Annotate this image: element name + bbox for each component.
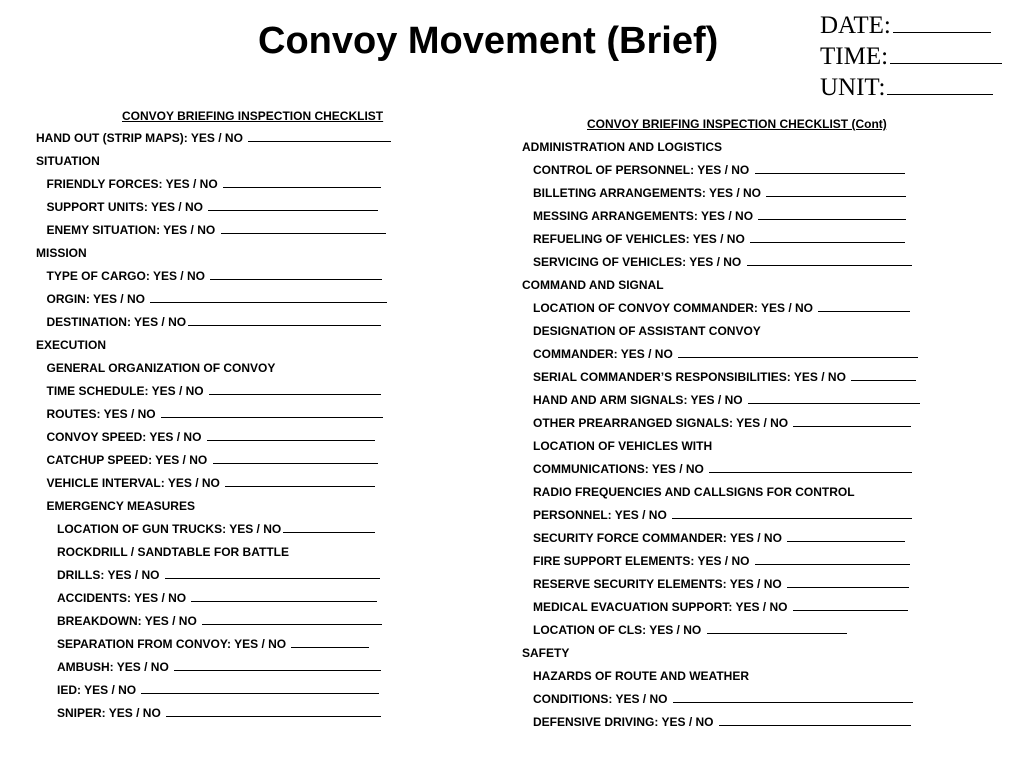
checklist-item-label: ROUTES: YES / NO <box>46 407 159 421</box>
checklist-item-label: GENERAL ORGANIZATION OF CONVOY <box>46 361 276 375</box>
answer-blank[interactable] <box>719 724 911 726</box>
checklist-item-label: REFUELING OF VEHICLES: YES / NO <box>533 232 749 246</box>
checklist-item-label: DESTINATION: YES / NO <box>46 315 187 329</box>
checklist-item-label: RADIO FREQUENCIES AND CALLSIGNS FOR CONTROL <box>533 485 855 499</box>
answer-blank[interactable] <box>141 692 379 694</box>
checklist-item-label: MISSION <box>36 246 87 260</box>
checklist-item-label: DRILLS: YES / NO <box>57 568 163 582</box>
checklist-item-label: CATCHUP SPEED: YES / NO <box>46 453 211 467</box>
checklist-item[interactable] <box>533 186 906 200</box>
answer-blank[interactable] <box>755 172 905 174</box>
answer-blank[interactable] <box>748 402 920 404</box>
checklist-item-label: FIRE SUPPORT ELEMENTS: YES / NO <box>533 554 753 568</box>
answer-blank[interactable] <box>166 715 381 717</box>
checklist-item[interactable] <box>533 370 916 384</box>
answer-blank[interactable] <box>150 301 387 303</box>
answer-blank[interactable] <box>787 586 909 588</box>
checklist-item[interactable] <box>36 131 391 145</box>
time-label: TIME: <box>820 43 889 70</box>
checklist-subheading <box>533 324 761 338</box>
unit-blank <box>887 93 993 95</box>
checklist-item[interactable] <box>47 453 378 467</box>
checklist-item-label: FRIENDLY FORCES: YES / NO <box>46 177 221 191</box>
checklist-item-label: SEPARATION FROM CONVOY: YES / NO <box>57 637 290 651</box>
checklist-item[interactable] <box>57 614 382 628</box>
answer-blank[interactable] <box>188 324 381 326</box>
answer-blank[interactable] <box>165 577 380 579</box>
checklist-item-label: IED: YES / NO <box>57 683 140 697</box>
checklist-heading: CONVOY BRIEFING INSPECTION CHECKLIST <box>122 109 384 123</box>
answer-blank[interactable] <box>213 462 378 464</box>
checklist-item[interactable] <box>57 660 381 674</box>
date-label: DATE: <box>820 12 891 39</box>
answer-blank[interactable] <box>283 531 375 533</box>
checklist-item-label: CONTROL OF PERSONNEL: YES / NO <box>533 163 753 177</box>
checklist-item[interactable] <box>533 301 910 315</box>
checklist-item-label: PERSONNEL: YES / NO <box>533 508 671 522</box>
checklist-item-label: SERIAL COMMANDER’S RESPONSIBILITIES: YES / NO <box>533 370 850 384</box>
checklist-item[interactable] <box>47 177 381 191</box>
checklist-item[interactable] <box>47 292 388 306</box>
answer-blank[interactable] <box>221 232 386 234</box>
checklist-item[interactable] <box>533 232 905 246</box>
answer-blank[interactable] <box>678 356 918 358</box>
answer-blank[interactable] <box>291 646 369 648</box>
section-heading <box>522 140 722 154</box>
date-blank <box>893 31 991 33</box>
answer-blank[interactable] <box>793 609 908 611</box>
answer-blank[interactable] <box>747 264 912 266</box>
checklist-item-label: ACCIDENTS: YES / NO <box>57 591 190 605</box>
checklist-item[interactable] <box>533 163 905 177</box>
checklist-item-label: LOCATION OF CLS: YES / NO <box>533 623 705 637</box>
time-blank <box>890 62 1002 64</box>
answer-blank[interactable] <box>758 218 906 220</box>
checklist-item-label: HAZARDS OF ROUTE AND WEATHER <box>533 669 749 683</box>
answer-blank[interactable] <box>223 186 381 188</box>
answer-blank[interactable] <box>174 669 381 671</box>
checklist-item[interactable] <box>47 476 376 490</box>
checklist-item-label: MEDICAL EVACUATION SUPPORT: YES / NO <box>533 600 791 614</box>
checklist-subheading <box>47 499 195 513</box>
section-heading <box>522 278 664 292</box>
checklist-item[interactable] <box>533 600 908 614</box>
answer-blank[interactable] <box>793 425 911 427</box>
page-title: Convoy Movement (Brief) <box>258 20 719 62</box>
checklist-subheading <box>533 439 712 453</box>
checklist-subheading <box>47 361 276 375</box>
checklist-item[interactable] <box>57 637 369 651</box>
checklist-item-label: EMERGENCY MEASURES <box>46 499 195 513</box>
checklist-item-label: EXECUTION <box>36 338 107 352</box>
checklist-item-label: HAND AND ARM SIGNALS: YES / NO <box>533 393 746 407</box>
checklist-item-label: ENEMY SITUATION: YES / NO <box>46 223 219 237</box>
answer-blank[interactable] <box>207 439 375 441</box>
checklist-item[interactable] <box>47 269 383 283</box>
answer-blank[interactable] <box>208 209 378 211</box>
header-fields <box>820 10 1002 103</box>
answer-blank[interactable] <box>851 379 916 381</box>
answer-blank[interactable] <box>248 140 391 142</box>
checklist-item-label: OTHER PREARRANGED SIGNALS: YES / NO <box>533 416 792 430</box>
checklist-item-label: COMMAND AND SIGNAL <box>522 278 664 292</box>
answer-blank[interactable] <box>210 278 382 280</box>
checklist-item[interactable] <box>57 568 380 582</box>
answer-blank[interactable] <box>673 701 913 703</box>
answer-blank[interactable] <box>672 517 912 519</box>
answer-blank[interactable] <box>202 623 382 625</box>
checklist-item-label: ORGIN: YES / NO <box>46 292 149 306</box>
unit-field[interactable] <box>820 72 1002 103</box>
checklist-item-label: RESERVE SECURITY ELEMENTS: YES / NO <box>533 577 786 591</box>
checklist-item-label: SUPPORT UNITS: YES / NO <box>46 200 207 214</box>
checklist-item-label: MESSING ARRANGEMENTS: YES / NO <box>533 209 757 223</box>
checklist-item[interactable] <box>47 223 386 237</box>
checklist-item-label: VEHICLE INTERVAL: YES / NO <box>46 476 224 490</box>
unit-label: UNIT: <box>820 74 886 101</box>
checklist-item-label: LOCATION OF CONVOY COMMANDER: YES / NO <box>533 301 817 315</box>
checklist-item[interactable] <box>533 623 847 637</box>
checklist-item-label: TYPE OF CARGO: YES / NO <box>46 269 209 283</box>
checklist-item[interactable] <box>533 347 918 361</box>
checklist-item-label: BREAKDOWN: YES / NO <box>57 614 201 628</box>
checklist-item-label: SNIPER: YES / NO <box>57 706 165 720</box>
answer-blank[interactable] <box>225 485 375 487</box>
checklist-item-label: SERVICING OF VEHICLES: YES / NO <box>533 255 745 269</box>
checklist-item-label: LOCATION OF GUN TRUCKS: YES / NO <box>57 522 282 536</box>
time-field[interactable] <box>820 41 1002 72</box>
date-field[interactable] <box>820 10 1002 41</box>
checklist-item[interactable] <box>47 384 381 398</box>
answer-blank[interactable] <box>750 241 905 243</box>
checklist-heading: CONVOY BRIEFING INSPECTION CHECKLIST (Cont) <box>587 117 887 131</box>
answer-blank[interactable] <box>755 563 910 565</box>
checklist-item-label: BILLETING ARRANGEMENTS: YES / NO <box>533 186 765 200</box>
checklist-item[interactable] <box>533 462 912 476</box>
answer-blank[interactable] <box>709 471 912 473</box>
checklist-item-label: AMBUSH: YES / NO <box>57 660 173 674</box>
checklist-item[interactable] <box>533 692 913 706</box>
checklist-item[interactable] <box>533 209 906 223</box>
section-heading <box>36 338 106 352</box>
checklist-item[interactable] <box>47 430 375 444</box>
section-heading <box>522 646 569 660</box>
checklist-item[interactable] <box>57 522 375 536</box>
answer-blank[interactable] <box>209 393 381 395</box>
checklist-item-label: ADMINISTRATION AND LOGISTICS <box>522 140 722 154</box>
answer-blank[interactable] <box>161 416 383 418</box>
checklist-item-label: SECURITY FORCE COMMANDER: YES / NO <box>533 531 786 545</box>
checklist-item[interactable] <box>47 315 382 329</box>
checklist-item[interactable] <box>47 407 383 421</box>
checklist-item[interactable] <box>533 393 920 407</box>
checklist-item[interactable] <box>533 416 911 430</box>
checklist-subheading <box>57 545 289 559</box>
checklist-item[interactable] <box>57 683 379 697</box>
answer-blank[interactable] <box>818 310 910 312</box>
checklist-item-label: DESIGNATION OF ASSISTANT CONVOY <box>533 324 761 338</box>
checklist-item-label: CONDITIONS: YES / NO <box>533 692 671 706</box>
checklist-item[interactable] <box>533 715 911 729</box>
checklist-subheading <box>533 485 855 499</box>
checklist-item-label: ROCKDRILL / SANDTABLE FOR BATTLE <box>57 545 289 559</box>
checklist-item-label: CONVOY SPEED: YES / NO <box>46 430 205 444</box>
checklist-item-label: LOCATION OF VEHICLES WITH <box>533 439 713 453</box>
checklist-item-label: COMMANDER: YES / NO <box>533 347 677 361</box>
checklist-item-label: DEFENSIVE DRIVING: YES / NO <box>533 715 717 729</box>
checklist-item-label: SAFETY <box>522 646 570 660</box>
checklist-item[interactable] <box>533 577 909 591</box>
answer-blank[interactable] <box>191 600 377 602</box>
checklist-item-label: COMMUNICATIONS: YES / NO <box>533 462 708 476</box>
checklist-item[interactable] <box>533 554 910 568</box>
checklist-item[interactable] <box>57 591 377 605</box>
answer-blank[interactable] <box>766 195 906 197</box>
checklist-item[interactable] <box>533 255 912 269</box>
checklist-item[interactable] <box>533 508 912 522</box>
checklist-subheading <box>533 669 749 683</box>
answer-blank[interactable] <box>787 540 905 542</box>
answer-blank[interactable] <box>707 632 847 634</box>
checklist-item[interactable] <box>47 200 379 214</box>
checklist-item[interactable] <box>533 531 905 545</box>
checklist-item-label: SITUATION <box>36 154 100 168</box>
checklist-item-label: HAND OUT (STRIP MAPS): YES / NO <box>36 131 247 145</box>
checklist-item-label: TIME SCHEDULE: YES / NO <box>46 384 207 398</box>
section-heading <box>36 246 87 260</box>
section-heading <box>36 154 100 168</box>
checklist-item[interactable] <box>57 706 381 720</box>
